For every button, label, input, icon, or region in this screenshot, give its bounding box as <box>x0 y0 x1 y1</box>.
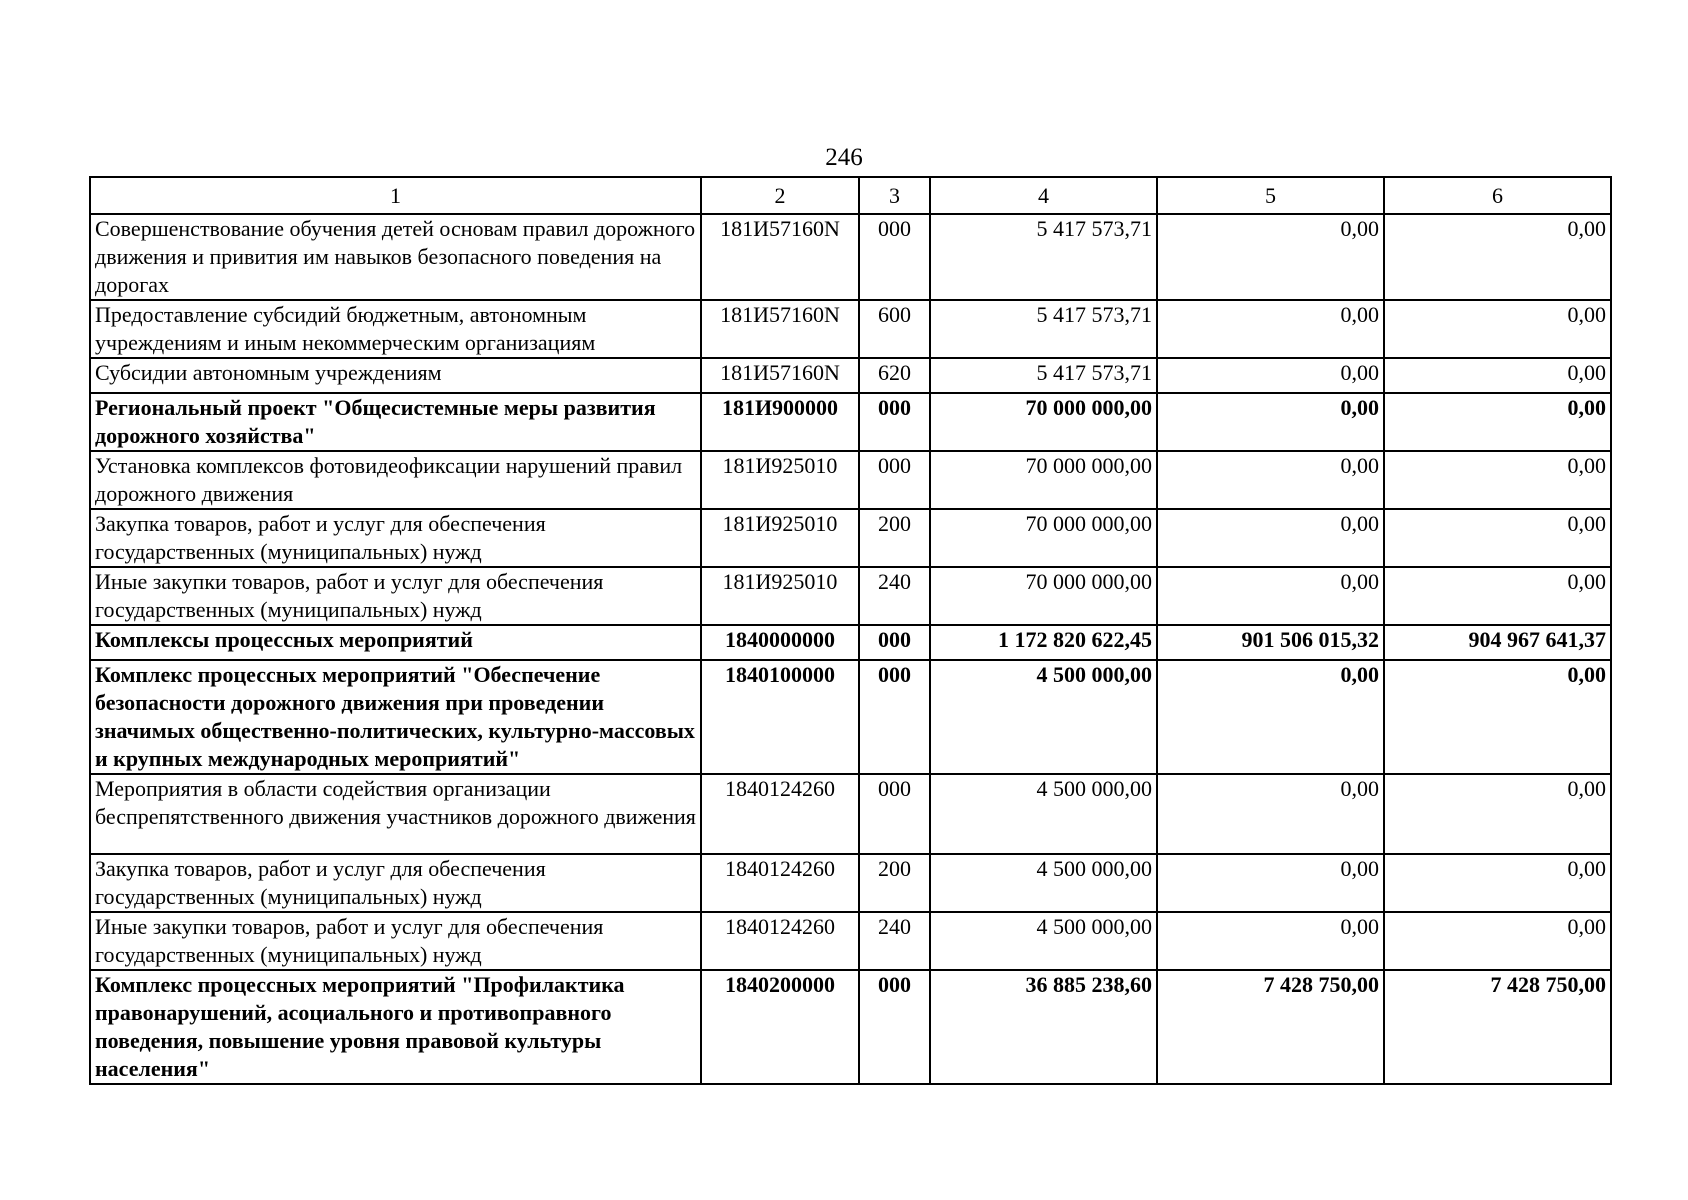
row-amount-col6: 0,00 <box>1384 854 1611 912</box>
column-header: 5 <box>1157 177 1384 214</box>
row-name: Установка комплексов фотовидеофиксации нарушений правил дорожного движения <box>90 451 701 509</box>
column-number-row <box>90 177 1611 214</box>
table-row <box>90 451 1611 509</box>
row-target-code: 1840100000 <box>701 660 859 774</box>
row-expense-type: 000 <box>859 451 930 509</box>
row-amount-col5: 0,00 <box>1157 509 1384 567</box>
table-row <box>90 393 1611 451</box>
table-row <box>90 970 1611 1084</box>
row-amount-col4: 4 500 000,00 <box>930 660 1157 774</box>
row-target-code: 181И57160N <box>701 300 859 358</box>
table-row <box>90 854 1611 912</box>
row-name: Иные закупки товаров, работ и услуг для обеспечения государственных (муниципальных) нужд <box>90 912 701 970</box>
row-amount-col6: 0,00 <box>1384 393 1611 451</box>
page-number: 246 <box>825 144 863 171</box>
table-row <box>90 358 1611 393</box>
row-amount-col5: 0,00 <box>1157 451 1384 509</box>
row-amount-col4: 70 000 000,00 <box>930 509 1157 567</box>
row-expense-type: 240 <box>859 912 930 970</box>
row-amount-col4: 70 000 000,00 <box>930 393 1157 451</box>
row-name: Комплексы процессных мероприятий <box>90 625 701 660</box>
row-name: Закупка товаров, работ и услуг для обеспечения государственных (муниципальных) нужд <box>90 854 701 912</box>
row-expense-type: 200 <box>859 509 930 567</box>
row-target-code: 1840124260 <box>701 854 859 912</box>
row-amount-col5: 0,00 <box>1157 567 1384 625</box>
row-expense-type: 600 <box>859 300 930 358</box>
row-expense-type: 000 <box>859 970 930 1084</box>
row-target-code: 181И57160N <box>701 358 859 393</box>
row-amount-col6: 0,00 <box>1384 451 1611 509</box>
row-amount-col5: 901 506 015,32 <box>1157 625 1384 660</box>
row-expense-type: 000 <box>859 774 930 854</box>
row-amount-col6: 0,00 <box>1384 660 1611 774</box>
row-amount-col5: 0,00 <box>1157 300 1384 358</box>
row-name: Предоставление субсидий бюджетным, автономным учреждениям и иным некоммерческим организациям <box>90 300 701 358</box>
table-row <box>90 660 1611 774</box>
row-amount-col6: 0,00 <box>1384 300 1611 358</box>
row-name: Иные закупки товаров, работ и услуг для обеспечения государственных (муниципальных) нужд <box>90 567 701 625</box>
row-amount-col5: 0,00 <box>1157 660 1384 774</box>
row-expense-type: 240 <box>859 567 930 625</box>
budget-table <box>89 176 1612 1085</box>
row-amount-col5: 0,00 <box>1157 854 1384 912</box>
row-expense-type: 000 <box>859 214 930 300</box>
row-amount-col6: 0,00 <box>1384 774 1611 854</box>
row-amount-col4: 1 172 820 622,45 <box>930 625 1157 660</box>
table-row <box>90 912 1611 970</box>
row-amount-col4: 4 500 000,00 <box>930 774 1157 854</box>
row-target-code: 181И900000 <box>701 393 859 451</box>
column-header: 4 <box>930 177 1157 214</box>
table-row <box>90 214 1611 300</box>
row-amount-col5: 0,00 <box>1157 774 1384 854</box>
row-expense-type: 000 <box>859 660 930 774</box>
row-expense-type: 000 <box>859 393 930 451</box>
row-name: Закупка товаров, работ и услуг для обеспечения государственных (муниципальных) нужд <box>90 509 701 567</box>
row-amount-col5: 0,00 <box>1157 393 1384 451</box>
row-name: Субсидии автономным учреждениям <box>90 358 701 393</box>
table-row <box>90 509 1611 567</box>
row-target-code: 1840124260 <box>701 912 859 970</box>
table-row <box>90 567 1611 625</box>
row-amount-col4: 5 417 573,71 <box>930 300 1157 358</box>
row-amount-col6: 0,00 <box>1384 358 1611 393</box>
row-amount-col6: 0,00 <box>1384 912 1611 970</box>
row-target-code: 181И57160N <box>701 214 859 300</box>
column-header: 3 <box>859 177 930 214</box>
table-row <box>90 300 1611 358</box>
column-header: 2 <box>701 177 859 214</box>
row-target-code: 181И925010 <box>701 567 859 625</box>
row-target-code: 1840200000 <box>701 970 859 1084</box>
table-row <box>90 625 1611 660</box>
row-name: Совершенствование обучения детей основам правил дорожного движения и привития им навыков безопасного поведения на дорогах <box>90 214 701 300</box>
row-expense-type: 000 <box>859 625 930 660</box>
row-amount-col6: 7 428 750,00 <box>1384 970 1611 1084</box>
row-name: Региональный проект "Общесистемные меры развития дорожного хозяйства" <box>90 393 701 451</box>
row-expense-type: 200 <box>859 854 930 912</box>
row-name: Комплекс процессных мероприятий "Профилактика правонарушений, асоциального и противоправного поведения, повышение уровня правовой культуры населения" <box>90 970 701 1084</box>
row-amount-col4: 4 500 000,00 <box>930 912 1157 970</box>
row-name: Комплекс процессных мероприятий "Обеспечение безопасности дорожного движения при проведении значимых общественно-политических, культурно-массовых и крупных международных мероприятий" <box>90 660 701 774</box>
row-expense-type: 620 <box>859 358 930 393</box>
row-amount-col4: 4 500 000,00 <box>930 854 1157 912</box>
table-row <box>90 774 1611 854</box>
row-target-code: 1840000000 <box>701 625 859 660</box>
row-amount-col4: 70 000 000,00 <box>930 451 1157 509</box>
row-target-code: 1840124260 <box>701 774 859 854</box>
row-amount-col6: 904 967 641,37 <box>1384 625 1611 660</box>
row-amount-col4: 36 885 238,60 <box>930 970 1157 1084</box>
row-amount-col5: 0,00 <box>1157 358 1384 393</box>
row-amount-col5: 0,00 <box>1157 912 1384 970</box>
row-amount-col5: 7 428 750,00 <box>1157 970 1384 1084</box>
row-amount-col4: 5 417 573,71 <box>930 214 1157 300</box>
row-name: Мероприятия в области содействия организации беспрепятственного движения участников дорожного движения <box>90 774 701 854</box>
row-amount-col6: 0,00 <box>1384 567 1611 625</box>
row-amount-col6: 0,00 <box>1384 509 1611 567</box>
row-target-code: 181И925010 <box>701 451 859 509</box>
row-target-code: 181И925010 <box>701 509 859 567</box>
row-amount-col6: 0,00 <box>1384 214 1611 300</box>
column-header: 6 <box>1384 177 1611 214</box>
row-amount-col5: 0,00 <box>1157 214 1384 300</box>
row-amount-col4: 70 000 000,00 <box>930 567 1157 625</box>
column-header: 1 <box>90 177 701 214</box>
row-amount-col4: 5 417 573,71 <box>930 358 1157 393</box>
